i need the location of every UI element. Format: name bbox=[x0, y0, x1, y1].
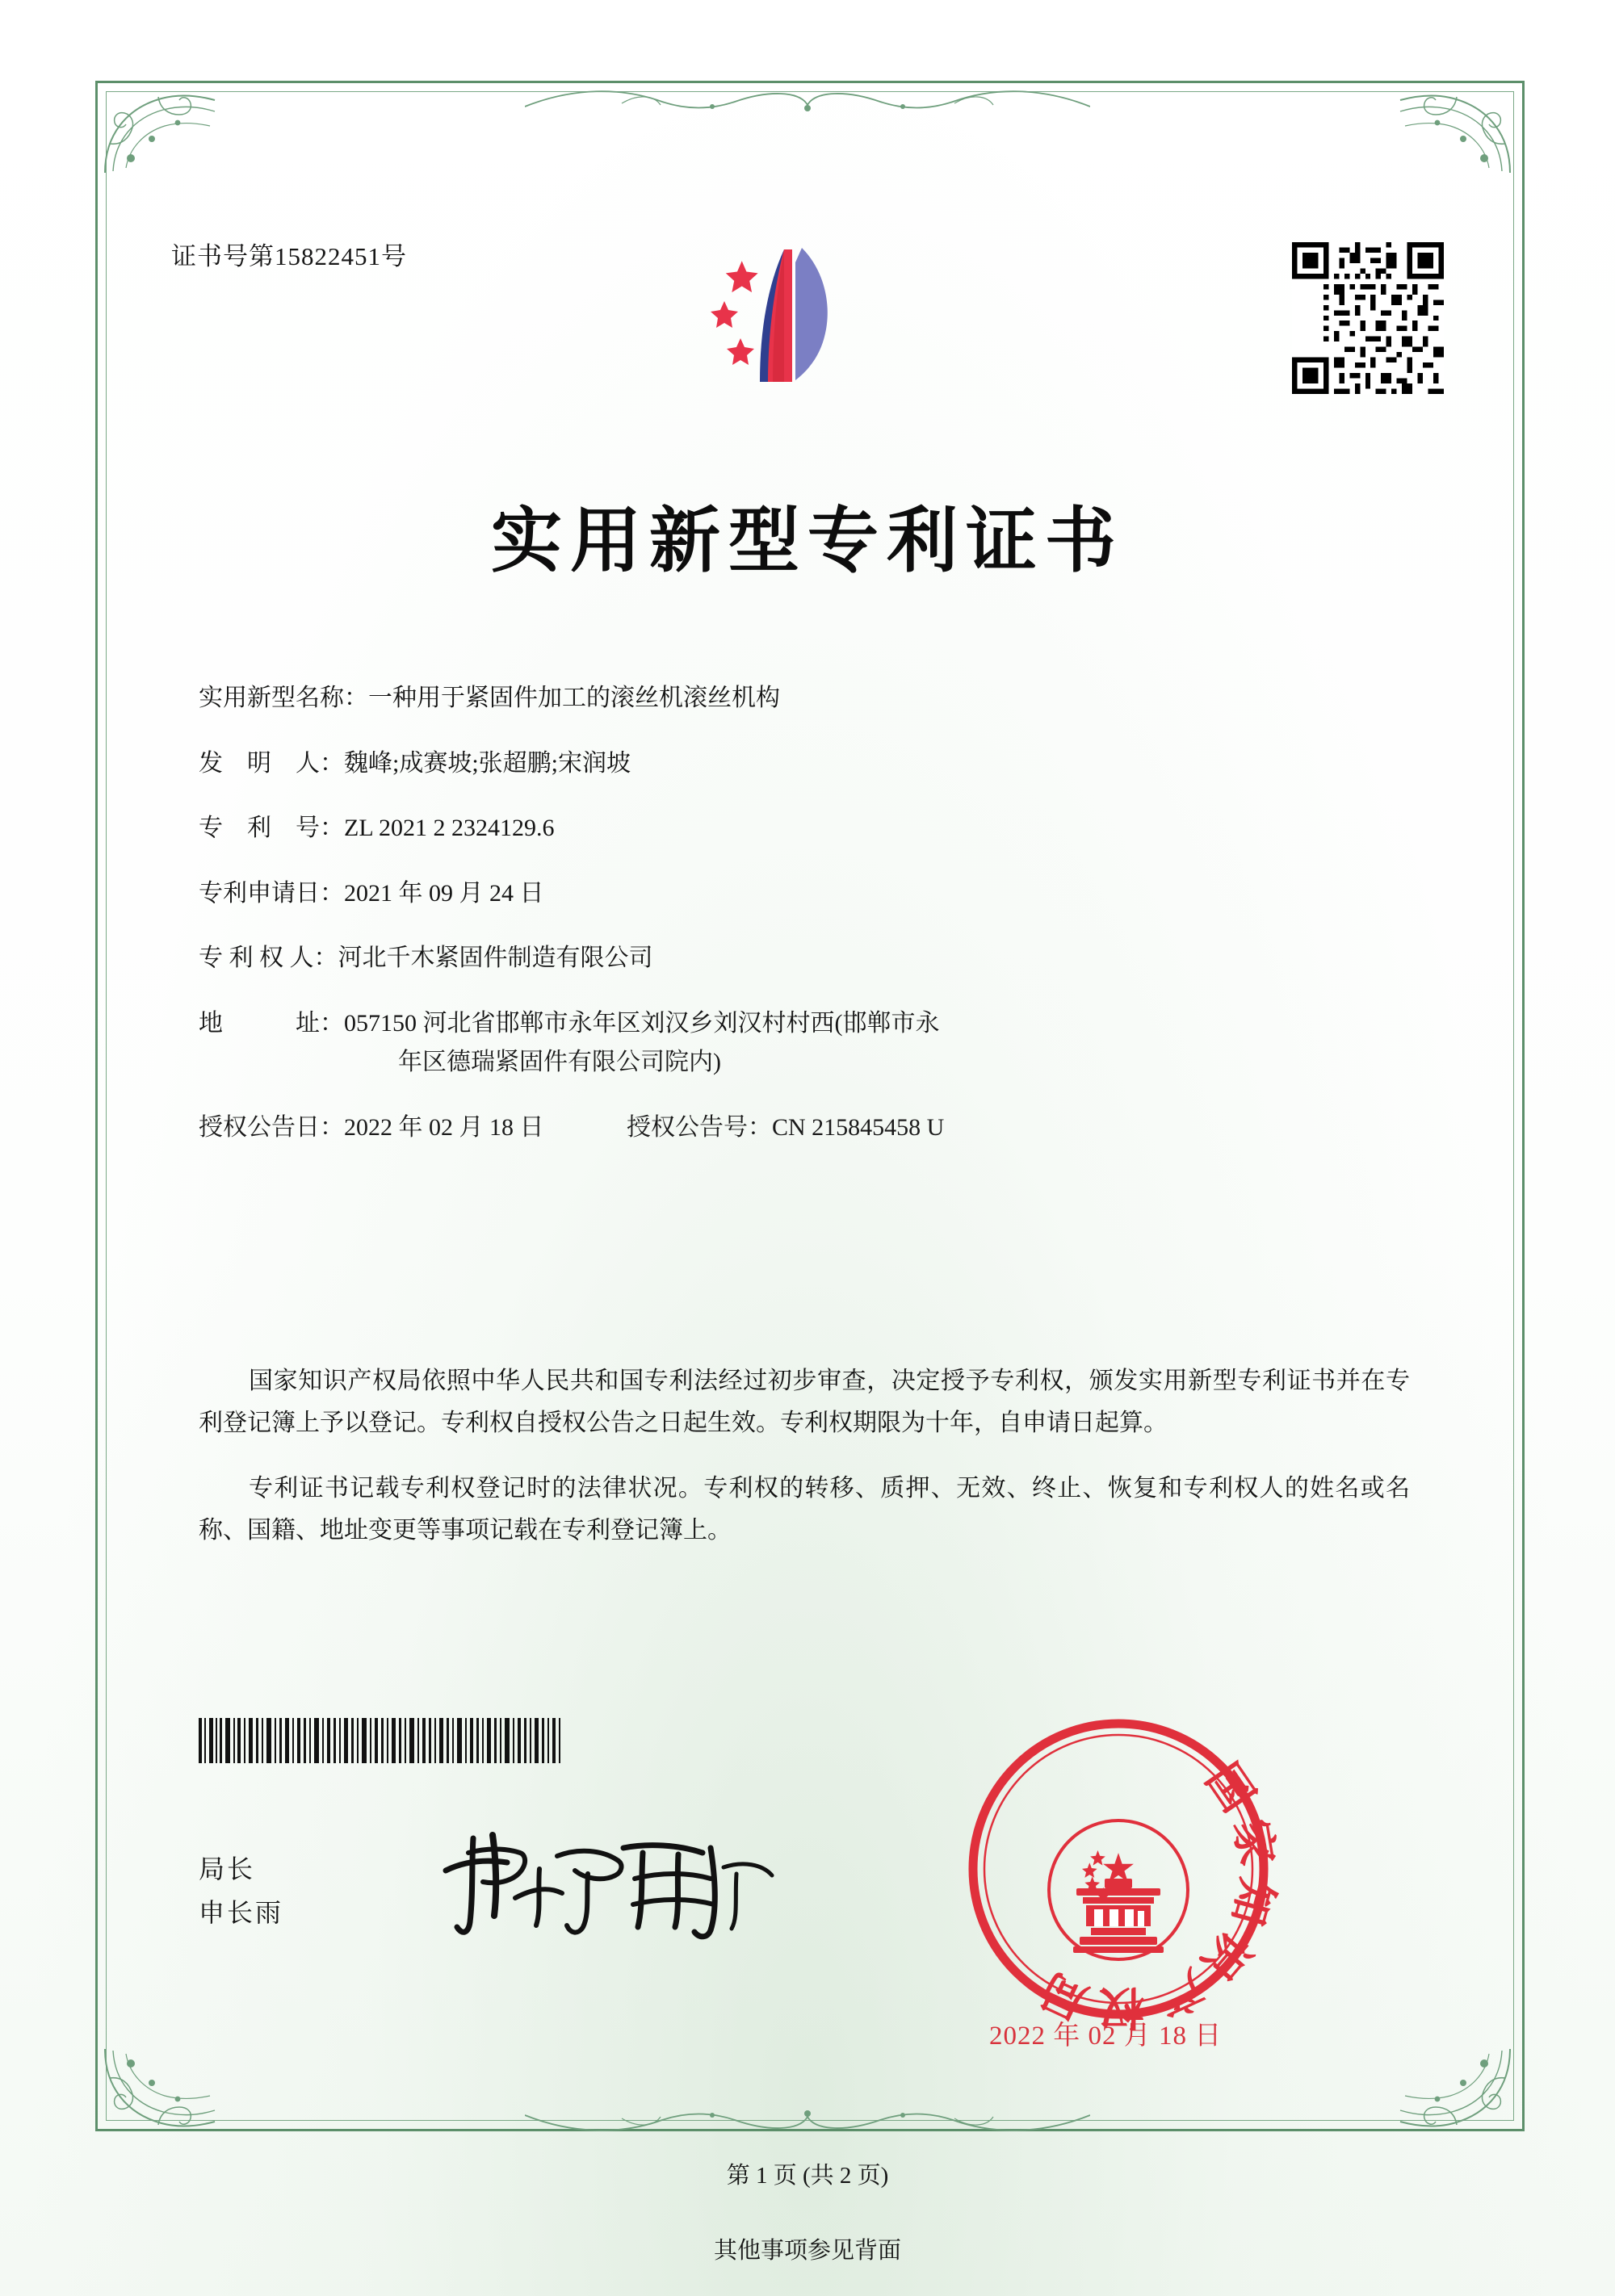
field-value: ZL 2021 2 2324129.6 bbox=[344, 815, 555, 841]
corner-ornament-icon bbox=[1392, 2046, 1513, 2135]
field-label: 地 址： bbox=[199, 1009, 344, 1037]
field-label: 发 明 人： bbox=[199, 749, 344, 777]
field-row-patent-number bbox=[199, 812, 1410, 845]
grant-number-label: 授权公告号： bbox=[627, 1113, 772, 1141]
seal-ring-text: 国家知识产权局 bbox=[1024, 1753, 1286, 2034]
field-label: 专 利 号： bbox=[199, 815, 344, 841]
official-seal bbox=[949, 1699, 1288, 2038]
corner-ornament-icon bbox=[102, 2046, 223, 2135]
certificate-number: 证书号第15822451号 bbox=[171, 242, 407, 270]
grant-number-value: CN 215845458 U bbox=[772, 1113, 945, 1141]
back-side-note: 其他事项参见背面 bbox=[713, 2238, 901, 2264]
field-value: 河北千木紧固件制造有限公司 bbox=[338, 945, 653, 971]
corner-ornament-icon bbox=[102, 87, 223, 176]
page-title: 实用新型专利证书 bbox=[490, 498, 1124, 582]
paragraph-grant: 国家知识产权局依照中华人民共和国专利法经过初步审查，决定授予专利权，颁发实用新型专利证书并在专利登记簿上予以登记。专利权自授权公告之日起生效。专利权期限为十年，自申请日起算。 bbox=[199, 1368, 1410, 1436]
field-row-patentee bbox=[199, 942, 1410, 975]
field-value: 2021 年 09 月 24 日 bbox=[344, 879, 544, 907]
grant-number-group bbox=[627, 1112, 944, 1145]
handwritten-signature-icon bbox=[436, 1820, 783, 1942]
field-row-grant-announcement bbox=[199, 1112, 1410, 1145]
bottom-flourish-icon bbox=[525, 2093, 1090, 2138]
field-label: 专 利 权 人： bbox=[199, 945, 338, 971]
field-value: 魏峰;成赛坡;张超鹏;宋润坡 bbox=[344, 749, 631, 777]
top-flourish-icon bbox=[525, 84, 1090, 129]
grant-date-group bbox=[199, 1112, 602, 1145]
legal-text bbox=[199, 1336, 1410, 1564]
paragraph-registry: 专利证书记载专利权登记时的法律状况。专利权的转移、质押、无效、终止、恢复和专利权人的姓名或名称、国籍、地址变更等事项记载在专利登记簿上。 bbox=[199, 1475, 1410, 1544]
field-label: 实用新型名称： bbox=[199, 685, 368, 711]
seal-date: 2022 年 02 月 18 日 bbox=[989, 2022, 1223, 2051]
grant-date-label: 授权公告日： bbox=[199, 1113, 344, 1141]
cnipa-logo-icon bbox=[682, 238, 892, 416]
barcode bbox=[199, 1718, 602, 1763]
grant-date-value: 2022 年 02 月 18 日 bbox=[344, 1113, 544, 1141]
field-row-utility-model-name bbox=[199, 682, 1410, 715]
field-row-inventors bbox=[199, 748, 1410, 781]
field-row-application-date bbox=[199, 878, 1410, 911]
field-row-address bbox=[199, 1008, 1410, 1079]
address-second-line: 年区德瑞紧固件有限公司院内) bbox=[398, 1049, 721, 1075]
field-list bbox=[199, 682, 1410, 1175]
director-name: 申长雨 bbox=[199, 1898, 284, 1928]
field-label: 专利申请日： bbox=[199, 879, 344, 907]
field-value: 一种用于紧固件加工的滚丝机滚丝机构 bbox=[368, 685, 780, 711]
qr-code bbox=[1292, 242, 1444, 394]
field-value: 057150 河北省邯郸市永年区刘汉乡刘汉村村西(邯郸市永 bbox=[344, 1009, 940, 1037]
director-block bbox=[199, 1847, 283, 1935]
page-number: 第 1 页 (共 2 页) bbox=[726, 2163, 889, 2189]
corner-ornament-icon bbox=[1392, 87, 1513, 176]
director-title-label: 局长 bbox=[199, 1854, 256, 1883]
